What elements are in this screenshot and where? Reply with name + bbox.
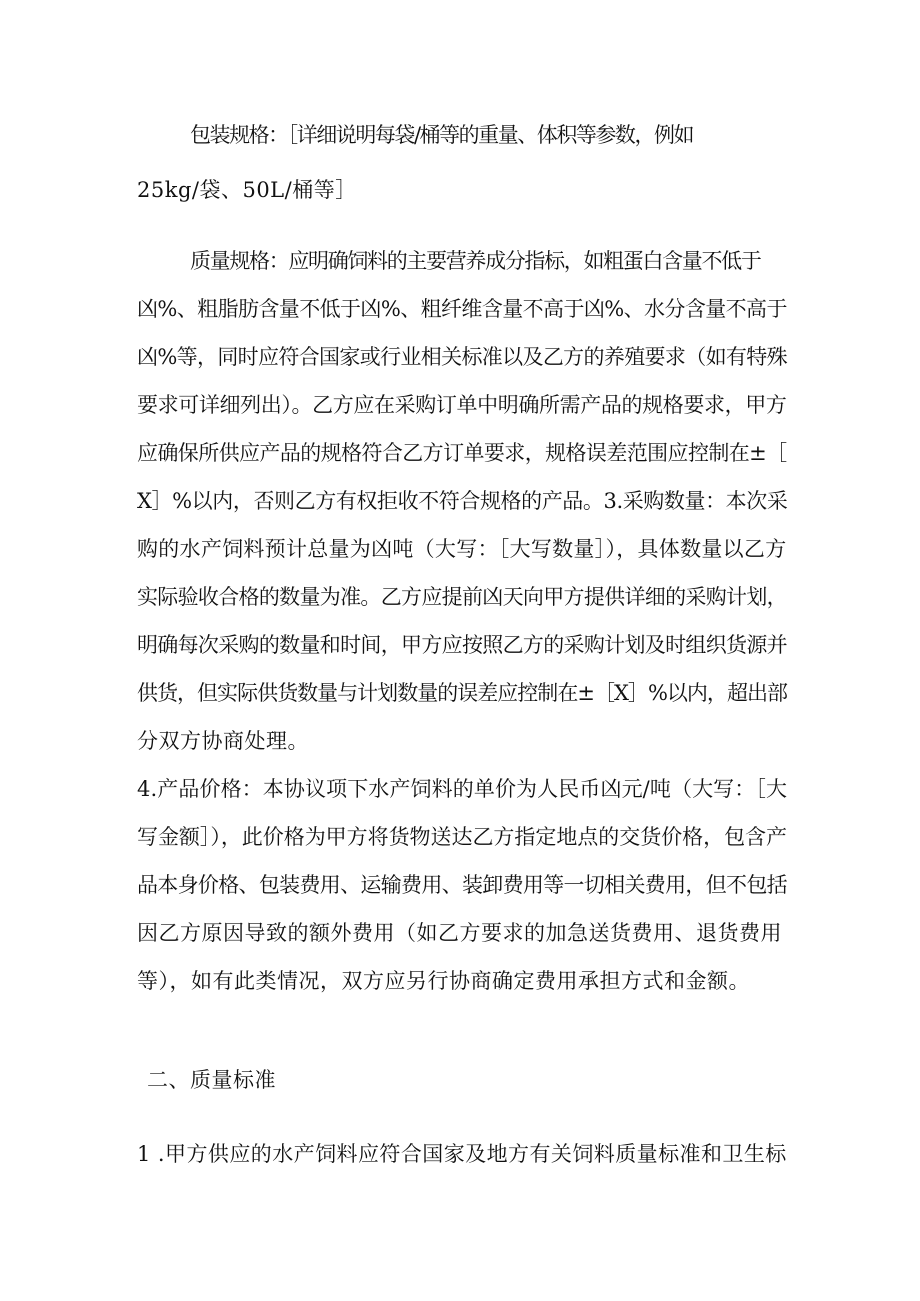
quality-spec-line-8: 实际验收合格的数量为准。乙方应提前凶天向甲方提供详细的采购计划， bbox=[137, 585, 787, 609]
packaging-line-1: 包装规格：［详细说明每袋/桶等的重量、体积等参数，例如 bbox=[190, 123, 694, 147]
quality-spec-line-11: 分双方协商处理。 bbox=[137, 729, 309, 753]
quality-spec-line-4: 要求可详细列出）。乙方应在采购订单中明确所需产品的规格要求，甲方 bbox=[137, 393, 787, 417]
packaging-line-2: 25kg/袋、50L/桶等］ bbox=[137, 178, 357, 202]
quality-spec-line-7: 购的水产饲料预计总量为凶吨（大写：［大写数量］），具体数量以乙方 bbox=[137, 537, 787, 561]
quality-spec-line-2: 凶%、粗脂肪含量不低于凶%、粗纤维含量不高于凶%、水分含量不高于 bbox=[137, 297, 787, 321]
price-line-4: 因乙方原因导致的额外费用（如乙方要求的加急送货费用、退货费用 bbox=[137, 921, 782, 945]
quality-spec-line-1: 质量规格：应明确饲料的主要营养成分指标，如粗蛋白含量不低于 bbox=[190, 249, 761, 273]
section-heading: 二、质量标准 bbox=[147, 1068, 276, 1092]
quality-spec-line-9: 明确每次采购的数量和时间，甲方应按照乙方的采购计划及时组织货源并 bbox=[137, 633, 787, 657]
price-line-2: 写金额］），此价格为甲方将货物送达乙方指定地点的交货价格，包含产 bbox=[137, 825, 787, 849]
quality-spec-line-5: 应确保所供应产品的规格符合乙方订单要求，规格误差范围应控制在±［ bbox=[137, 441, 787, 465]
price-line-1: 4.产品价格：本协议项下水产饲料的单价为人民币凶元/吨（大写：［大 bbox=[137, 777, 788, 801]
quality-spec-line-10: 供货，但实际供货数量与计划数量的误差应控制在±［X］%以内，超出部 bbox=[137, 681, 787, 705]
price-line-3: 品本身价格、包装费用、运输费用、装卸费用等一切相关费用，但不包括 bbox=[137, 873, 787, 897]
price-line-5: 等），如有此类情况，双方应另行协商确定费用承担方式和金额。 bbox=[137, 969, 750, 993]
quality-spec-line-6: X］%以内，否则乙方有权拒收不符合规格的产品。3.采购数量：本次采 bbox=[137, 489, 788, 513]
quality-spec-line-3: 凶%等，同时应符合国家或行业相关标准以及乙方的养殖要求（如有特殊 bbox=[137, 345, 787, 369]
quality-standard-line-1: 1 .甲方供应的水产饲料应符合国家及地方有关饲料质量标准和卫生标 bbox=[137, 1142, 787, 1166]
